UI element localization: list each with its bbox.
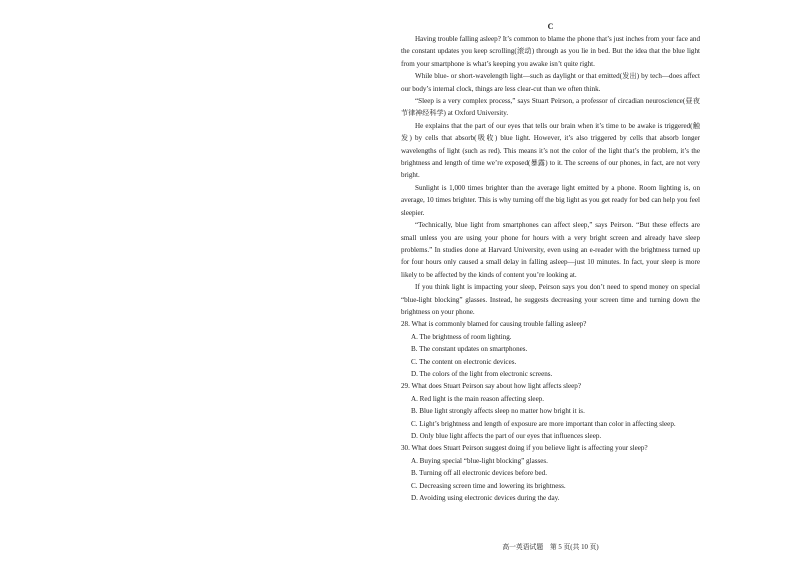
answer-options xyxy=(401,393,700,443)
option-c: C. The content on electronic devices. xyxy=(411,357,517,366)
passage-paragraph-5: Sunlight is 1,000 times brighter than the average light emitted by a phone. Room lighting is, on average, 10 times brighter. This is why turning off the big light as you get ready for bed can help you feel sleepier. xyxy=(401,183,700,217)
passage-paragraph-1: Having trouble falling asleep? It’s common to blame the phone that’s just inches from your face and the constant updates you keep scrolling(滚动) through as you lie in bed. But the idea that the blue light from your smartphone is what’s keeping you awake isn’t quite right. xyxy=(401,35,700,68)
question-29 xyxy=(401,380,700,442)
option-d: D. Only blue light affects the part of our eyes that influences sleep. xyxy=(411,432,602,440)
option-a: A. Red light is the main reason affecting sleep. xyxy=(411,394,545,403)
reading-passage-c xyxy=(401,21,700,504)
question-stem: 28. What is commonly blamed for causing trouble falling asleep? xyxy=(401,320,587,329)
passage-paragraph-4: He explains that the part of our eyes that tells our brain when it’s time to be awake is triggered(触发) by cells that absorb(吸收) blue light. However, it’s also triggered by cells that absorb longer wavelengths of light (such as red). This means it’s not the color of the light that’s the problem, it’s the brightness and length of time we’re exposed(暴露) to it. The screens of our phones, in fact, are not very bright. xyxy=(401,121,700,180)
question-30 xyxy=(401,442,700,504)
option-a: A. Buying special “blue-light blocking” glasses. xyxy=(411,456,548,465)
question-28 xyxy=(401,318,700,380)
option-b: B. The constant updates on smartphones. xyxy=(411,345,528,354)
option-d: D. The colors of the light from electronic screens. xyxy=(411,369,553,378)
question-stem: 29. What does Stuart Peirson say about how light affects sleep? xyxy=(401,382,582,391)
option-b: B. Turning off all electronic devices before bed. xyxy=(411,469,547,478)
section-title: C xyxy=(547,22,554,31)
answer-options xyxy=(401,331,700,381)
option-c: C. Light’s brightness and length of exposure are more important than color in affecting sleep. xyxy=(411,419,676,428)
question-stem: 30. What does Stuart Peirson suggest doing if you believe light is affecting your sleep? xyxy=(401,444,648,453)
passage-paragraph-2: While blue- or short-wavelength light—such as daylight or that emitted(发出) by tech—does affect our body’s internal clock, things are less clear-cut than we often think. xyxy=(401,72,700,93)
option-a: A. The brightness of room lighting. xyxy=(411,332,512,341)
passage-paragraph-6: “Technically, blue light from smartphones can affect sleep,” says Peirson. “But these effects are small unless you are using your phone for hours with a very bright screen and already have sleep problems.” In studies done at Harvard University, even using an e-reader with the brightness turned up for four hours only caused a small delay in falling asleep—just 10 minutes. In fact, your sleep is more likely to be affected by the kinds of content you’re looking at. xyxy=(401,221,700,279)
passage-paragraph-3: “Sleep is a very complex process,” says Stuart Peirson, a professor of circadian neuroscience(昼夜节律神经科学) at Oxford University. xyxy=(401,97,700,118)
option-c: C. Decreasing screen time and lowering its brightness. xyxy=(411,481,566,490)
passage-paragraph-7: If you think light is impacting your sleep, Peirson says you don’t need to spend money on special “blue-light blocking” glasses. Instead, he suggests decreasing your screen time and turning down the brightness on your phone. xyxy=(401,283,700,316)
option-d: D. Avoiding using electronic devices during the day. xyxy=(411,494,560,503)
option-b: B. Blue light strongly affects sleep no matter how bright it is. xyxy=(411,407,585,416)
page-footer: 高一英语试题 第 5 页(共 10 页) xyxy=(502,544,599,551)
answer-options xyxy=(401,455,700,505)
